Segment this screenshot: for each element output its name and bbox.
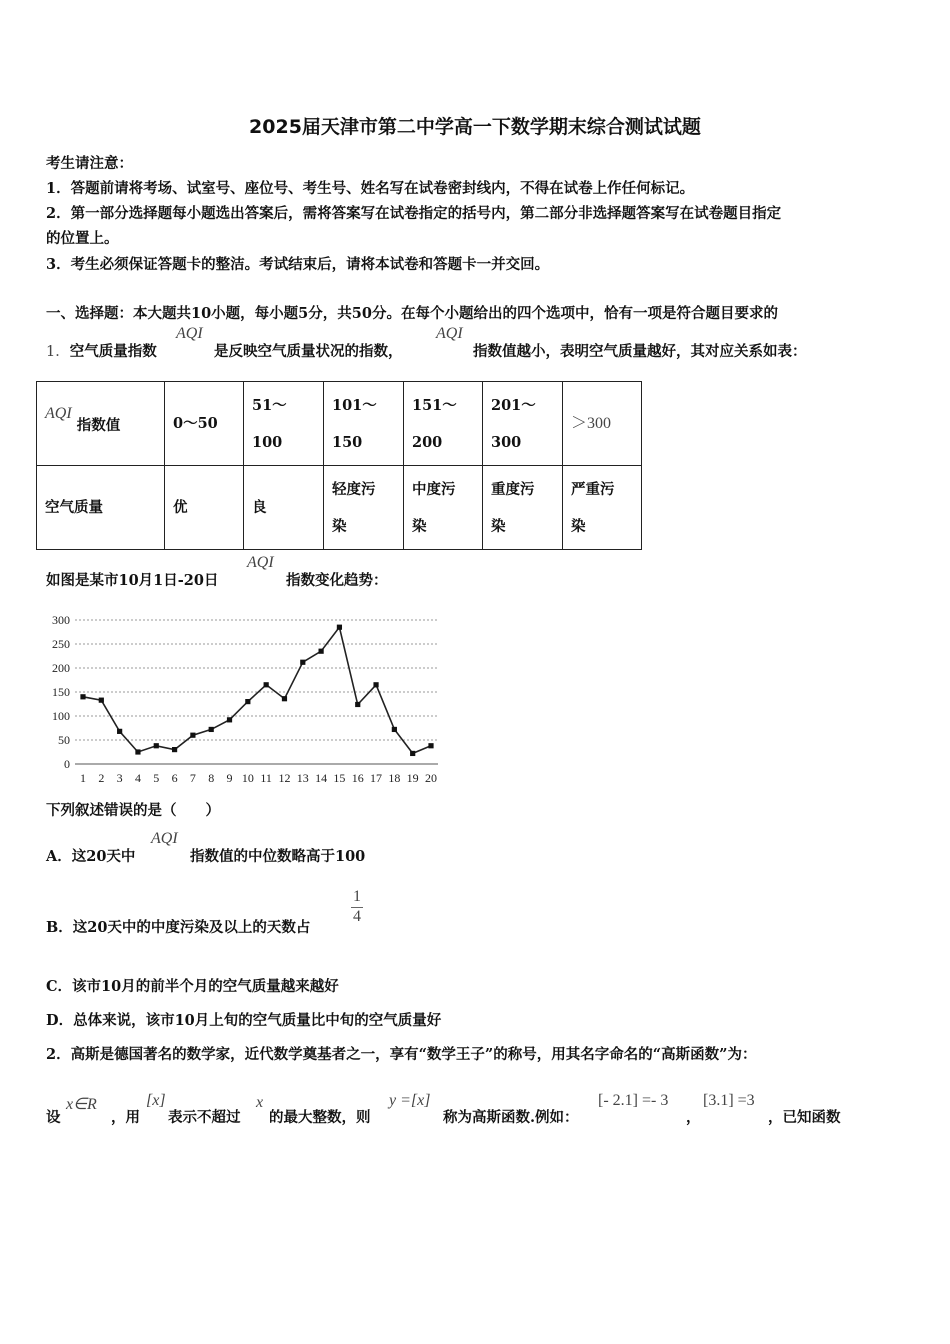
data-point <box>264 682 269 687</box>
aqi-table <box>36 381 642 550</box>
cell-line: 200 <box>412 433 443 451</box>
data-point <box>135 749 140 754</box>
y-tick-label: 0 <box>64 757 70 771</box>
y-tick-label: 150 <box>52 685 70 699</box>
cell-line: 201～ <box>491 396 536 414</box>
data-point <box>319 649 324 654</box>
data-point <box>154 743 159 748</box>
cell-line: 染 <box>332 517 347 535</box>
data-point <box>190 733 195 738</box>
option-a-2: 指数值的中位数略高于100 <box>190 848 366 865</box>
x-tick-label: 13 <box>296 771 309 785</box>
q2-text-4: 的最大整数，则 <box>269 1109 371 1126</box>
cell-line: 300 <box>491 433 522 451</box>
x-tick-label: 16 <box>351 771 364 785</box>
table-aqi-math: AQI <box>45 404 72 422</box>
y-tick-label: 200 <box>52 661 70 675</box>
data-point <box>80 694 85 699</box>
x-tick-label: 6 <box>171 771 178 785</box>
data-point <box>209 727 214 732</box>
table-over-300: ＞300 <box>571 415 612 432</box>
data-point <box>410 751 415 756</box>
q2-text-7: ，已知函数 <box>768 1109 841 1126</box>
cell-line: 151～ <box>412 396 457 414</box>
q2-math-x-in-r: x∈R <box>66 1096 97 1113</box>
notice-heading: 考生请注意： <box>46 155 133 172</box>
table-cell <box>37 382 165 466</box>
data-point <box>282 696 287 701</box>
x-tick-label: 11 <box>260 771 272 785</box>
aqi-table-row-index <box>37 382 642 466</box>
page-title: 2025届天津市第二中学高一下数学期末综合测试试题 <box>249 116 701 138</box>
table-cell <box>324 382 404 466</box>
option-b: B．这20天中的中度污染及以上的天数占 <box>46 919 311 936</box>
cell-line: 重度污 <box>491 480 535 498</box>
x-tick-label: 18 <box>388 771 401 785</box>
q1-text-3: 指数值越小，表明空气质量越好，其对应关系如表： <box>473 343 807 360</box>
data-point <box>245 699 250 704</box>
notice-item-1: 1．答题前请将考场、试室号、座位号、考生号、姓名写在试卷密封线内，不得在试卷上作任何标记。 <box>46 180 695 197</box>
cell-line: 染 <box>571 517 586 535</box>
notice-item-2-cont: 的位置上。 <box>46 230 119 247</box>
x-tick-label: 14 <box>315 771 328 785</box>
table-cell: 0～50 <box>165 382 244 466</box>
x-tick-label: 4 <box>134 771 141 785</box>
q2-text-3: 表示不超过 <box>168 1109 241 1126</box>
cell-line: 101～ <box>332 396 377 414</box>
table-cell: 优 <box>165 466 244 550</box>
data-point <box>337 625 342 630</box>
y-tick-label: 100 <box>52 709 70 723</box>
table-cell: 空气质量 <box>37 466 165 550</box>
x-tick-label: 1 <box>80 771 86 785</box>
q1-ask: 下列叙述错误的是（ ） <box>46 802 220 819</box>
cell-line: 中度污 <box>412 480 456 498</box>
q1-text-2: 是反映空气质量状况的指数， <box>214 343 403 360</box>
table-cell <box>563 466 642 550</box>
x-tick-label: 15 <box>333 771 346 785</box>
x-tick-label: 10 <box>241 771 254 785</box>
data-point <box>428 743 433 748</box>
cell-line: 严重污 <box>571 480 615 498</box>
option-b-fraction <box>348 888 366 926</box>
q2-math-x: x <box>256 1094 264 1111</box>
x-tick-label: 19 <box>406 771 419 785</box>
figure-aqi-math: AQI <box>247 554 274 571</box>
fraction-numerator: 1 <box>353 888 361 905</box>
data-point <box>227 717 232 722</box>
figure-intro-2: 指数变化趋势： <box>286 572 388 589</box>
q2-text-5: 称为高斯函数.例如： <box>443 1109 579 1126</box>
q2-math-y-eq: y =[x] <box>389 1092 431 1109</box>
table-cell: 51～100 <box>244 382 324 466</box>
x-tick-label: 7 <box>189 771 196 785</box>
figure-intro-1: 如图是某市10月1日-20日 <box>46 572 219 589</box>
q2-text-1: 设 <box>46 1109 61 1126</box>
x-tick-label: 3 <box>116 771 123 785</box>
y-tick-label: 300 <box>52 613 70 627</box>
chart-y-ticks <box>52 613 70 771</box>
q2-line-1: 2．高斯是德国著名的数学家，近代数学奠基者之一，享有“数学王子”的称号，用其名字命名的“高斯函数”为： <box>46 1046 757 1063</box>
chart-series-line <box>83 627 431 753</box>
y-tick-label: 250 <box>52 637 70 651</box>
data-point <box>373 682 378 687</box>
x-tick-label: 8 <box>208 771 215 785</box>
x-tick-label: 2 <box>98 771 105 785</box>
table-cell: 良 <box>244 466 324 550</box>
data-point <box>300 660 305 665</box>
q2-math-bracket-x: [x] <box>146 1092 166 1109</box>
table-cell <box>404 466 483 550</box>
q2-text-2: ，用 <box>111 1109 140 1126</box>
option-c: C．该市10月的前半个月的空气质量越来越好 <box>46 978 339 995</box>
fraction-denominator: 4 <box>353 908 361 925</box>
notice-item-2: 2．第一部分选择题每小题选出答案后，需将答案写在试卷指定的括号内，第二部分非选择题答案写在试卷题目指定 <box>46 205 782 222</box>
q1-aqi-math-1: AQI <box>176 325 203 342</box>
x-tick-label: 12 <box>278 771 291 785</box>
table-cell <box>324 466 404 550</box>
cell-line: 150 <box>332 433 363 451</box>
q1-number: 1． <box>46 344 70 360</box>
q2-example-2: [3.1] =3 <box>703 1092 755 1109</box>
q1-stem <box>46 340 157 361</box>
q2-comma: ， <box>686 1109 701 1126</box>
cell-line: 轻度污 <box>332 480 376 498</box>
cell-line: 染 <box>491 517 506 535</box>
notice-item-3: 3．考生必须保证答题卡的整洁。考试结束后，请将本试卷和答题卡一并交回。 <box>46 256 550 273</box>
option-a-1: A．这20天中 <box>46 848 136 865</box>
option-a-aqi-math: AQI <box>151 830 178 847</box>
x-tick-label: 17 <box>370 771 383 785</box>
section-heading: 一、选择题：本大题共10小题，每小题5分，共50分。在每个小题给出的四个选项中，恰有一项是符合题目要求的 <box>46 305 778 322</box>
table-cell <box>563 382 642 466</box>
aqi-line-chart <box>42 612 444 790</box>
data-point <box>355 702 360 707</box>
data-point <box>392 727 397 732</box>
x-tick-label: 5 <box>153 771 160 785</box>
chart-x-ticks <box>80 771 437 785</box>
y-tick-label: 50 <box>58 733 70 747</box>
option-d: D．总体来说，该市10月上旬的空气质量比中旬的空气质量好 <box>46 1012 442 1029</box>
table-cell <box>404 382 483 466</box>
table-head-index: 指数值 <box>76 416 121 434</box>
x-tick-label: 9 <box>226 771 233 785</box>
aqi-table-row-quality <box>37 466 642 550</box>
x-tick-label: 20 <box>425 771 437 785</box>
data-point <box>172 747 177 752</box>
table-cell <box>483 382 563 466</box>
data-point <box>99 698 104 703</box>
q1-text-1: 空气质量指数 <box>69 343 157 360</box>
q2-example-1: [- 2.1] =- 3 <box>598 1092 669 1109</box>
q1-aqi-math-2: AQI <box>436 325 463 342</box>
data-point <box>117 729 122 734</box>
cell-line: 染 <box>412 517 427 535</box>
table-cell <box>483 466 563 550</box>
